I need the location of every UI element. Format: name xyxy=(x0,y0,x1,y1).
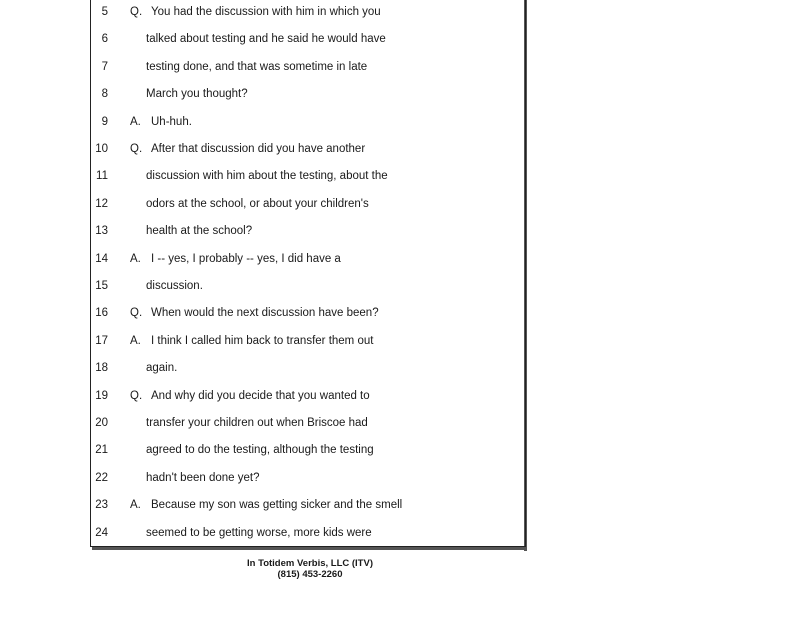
speaker-label: Q. xyxy=(130,6,143,18)
transcript-line xyxy=(88,29,528,49)
line-text: agreed to do the testing, although the testing xyxy=(146,444,374,457)
footer-phone: (815) 453-2260 xyxy=(277,569,343,580)
page-shadow-bottom xyxy=(92,547,527,550)
line-number: 17 xyxy=(95,334,108,347)
transcript-line xyxy=(88,112,528,132)
line-number: 11 xyxy=(96,170,108,183)
transcript-line xyxy=(88,57,528,77)
line-number: 22 xyxy=(95,471,108,484)
line-text: health at the school? xyxy=(146,225,253,238)
transcript-line xyxy=(88,166,528,186)
transcript-line xyxy=(88,194,528,214)
line-number: 12 xyxy=(95,197,108,210)
line-text: discussion with him about the testing, about the xyxy=(146,170,388,183)
speaker-label: Q. xyxy=(130,143,143,155)
line-number: 10 xyxy=(95,143,108,155)
line-number: 19 xyxy=(95,389,108,402)
transcript-line xyxy=(88,276,528,296)
line-text: Because my son was getting sicker and the smell xyxy=(151,499,403,512)
line-number: 13 xyxy=(95,225,108,238)
transcript-line xyxy=(88,386,528,406)
line-text: I think I called him back to transfer them out xyxy=(151,334,374,347)
transcript-line xyxy=(88,303,528,323)
line-text: Uh-huh. xyxy=(151,115,192,128)
speaker-label: A. xyxy=(130,115,141,128)
line-text: talked about testing and he said he would have xyxy=(146,33,386,46)
line-text: I -- yes, I probably -- yes, I did have a xyxy=(151,252,341,265)
transcript-line xyxy=(88,413,528,433)
speaker-label: A. xyxy=(130,252,141,265)
line-text: seemed to be getting worse, more kids were xyxy=(146,526,372,539)
transcript-line xyxy=(88,2,528,22)
line-number: 21 xyxy=(95,444,108,457)
transcript-line xyxy=(88,495,528,515)
line-number: 24 xyxy=(95,526,108,539)
transcript-line xyxy=(88,358,528,378)
transcript-line xyxy=(88,331,528,351)
transcript-line xyxy=(88,221,528,241)
speaker-label: A. xyxy=(130,499,141,512)
line-text: odors at the school, or about your children's xyxy=(146,197,369,210)
transcript-line xyxy=(88,139,528,159)
line-text: testing done, and that was sometime in late xyxy=(146,60,368,73)
line-number: 20 xyxy=(95,417,108,429)
transcript-line xyxy=(88,249,528,269)
line-text: hadn't been done yet? xyxy=(146,471,260,484)
line-number: 5 xyxy=(101,6,108,18)
line-number: 18 xyxy=(95,362,108,375)
line-number: 6 xyxy=(101,33,108,46)
line-number: 14 xyxy=(95,252,108,265)
line-text: You had the discussion with him in which you xyxy=(151,6,381,18)
line-number: 8 xyxy=(101,88,108,101)
footer-company: In Totidem Verbis, LLC (ITV) xyxy=(247,558,373,569)
transcript-line xyxy=(88,84,528,104)
line-text: again. xyxy=(146,362,178,375)
speaker-label: Q. xyxy=(130,307,143,320)
line-text: March you thought? xyxy=(146,88,248,101)
speaker-label: Q. xyxy=(130,389,143,402)
transcript-line xyxy=(88,468,528,488)
transcript-page xyxy=(90,0,526,547)
speaker-label: A. xyxy=(130,334,141,347)
line-text: transfer your children out when Briscoe had xyxy=(146,417,368,429)
line-number: 16 xyxy=(95,307,108,320)
line-number: 7 xyxy=(101,60,108,73)
line-number: 9 xyxy=(101,115,108,128)
transcript-line xyxy=(88,523,528,543)
line-text: After that discussion did you have another xyxy=(151,143,366,155)
line-text: discussion. xyxy=(146,280,203,292)
line-number: 15 xyxy=(95,280,108,292)
line-number: 23 xyxy=(95,499,108,512)
transcript-line xyxy=(88,440,528,460)
line-text: And why did you decide that you wanted to xyxy=(151,389,370,402)
line-text: When would the next discussion have been? xyxy=(151,307,379,320)
